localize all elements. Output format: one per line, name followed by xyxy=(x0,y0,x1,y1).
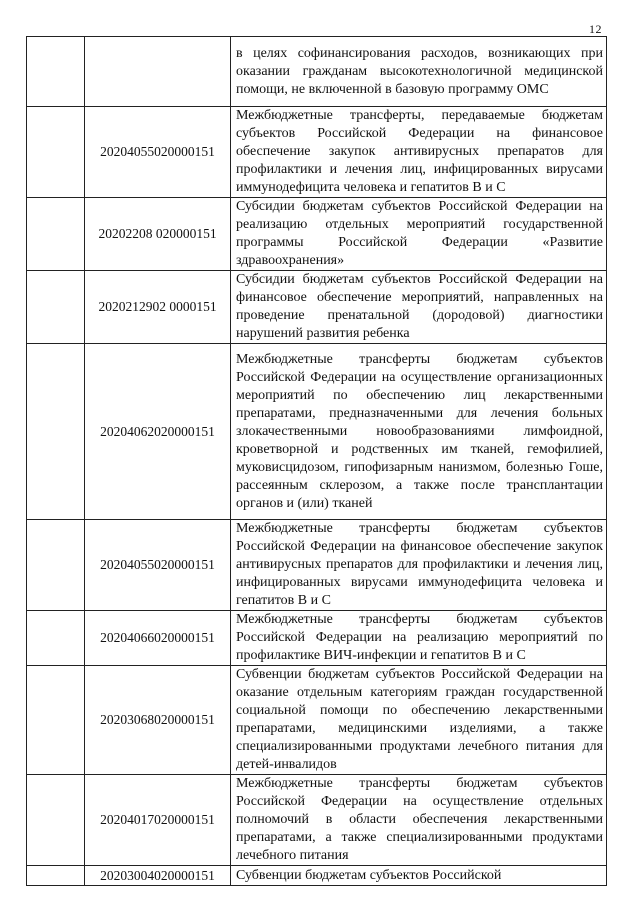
table-row xyxy=(27,520,607,611)
table-row xyxy=(27,198,607,271)
budget-code-cell: 20204066020000151 xyxy=(85,611,231,666)
budget-code-cell: 20202208 020000151 xyxy=(85,198,231,271)
description-cell: Межбюджетные трансферты бюджетам субъектов Российской Федерации на финансовое обеспечение закупок антивирусных препаратов для профилактики и лечения лиц, инфицированных вирусами иммунодефицита человека и гепатитов В и С xyxy=(231,520,607,611)
table-row xyxy=(27,271,607,344)
budget-code-cell: 20203068020000151 xyxy=(85,666,231,775)
description-cell: в целях софинансирования расходов, возникающих при оказании гражданам высокотехнологичной медицинской помощи, не включенной в базовую программу ОМС xyxy=(231,37,607,107)
description-cell: Субвенции бюджетам субъектов Российской xyxy=(231,866,607,886)
empty-cell xyxy=(27,611,85,666)
empty-cell xyxy=(27,866,85,886)
table-row xyxy=(27,611,607,666)
table-row xyxy=(27,344,607,520)
description-cell: Межбюджетные трансферты бюджетам субъектов Российской Федерации на осуществление организационных мероприятий по обеспечению лиц лекарственными препаратами, предназначенными для лечения больных злокачественными новообразованиями лимфоидной, кроветворной и родственных им тканей, гемофилией, муковисцидозом, гипофизарным нанизмом, болезнью Гоше, рассеянным склерозом, а также после трансплантации органов и (или) тканей xyxy=(231,344,607,520)
empty-cell xyxy=(27,666,85,775)
table-row xyxy=(27,666,607,775)
budget-code-cell: 20204055020000151 xyxy=(85,520,231,611)
empty-cell xyxy=(27,520,85,611)
page-number: 12 xyxy=(589,22,602,36)
table-row xyxy=(27,37,607,107)
description-cell: Межбюджетные трансферты бюджетам субъектов Российской Федерации на осуществление отдельных полномочий в области обеспечения лекарственными препаратами, а также специализированными продуктами лечебного питания xyxy=(231,775,607,866)
budget-code-cell: 20204062020000151 xyxy=(85,344,231,520)
empty-cell xyxy=(27,107,85,198)
budget-codes-table xyxy=(26,36,607,886)
description-cell: Межбюджетные трансферты, передаваемые бюджетам субъектов Российской Федерации на финансовое обеспечение закупок антивирусных препаратов для профилактики и лечения лиц, инфицированных вирусами иммунодефицита человека и гепатитов В и С xyxy=(231,107,607,198)
table-row xyxy=(27,107,607,198)
description-cell: Субсидии бюджетам субъектов Российской Федерации на финансовое обеспечение мероприятий, направленных на проведение пренатальной (дородовой) диагностики нарушений развития ребенка xyxy=(231,271,607,344)
empty-cell xyxy=(27,37,85,107)
budget-code-cell xyxy=(85,37,231,107)
empty-cell xyxy=(27,271,85,344)
budget-code-cell: 20204017020000151 xyxy=(85,775,231,866)
budget-code-cell: 20203004020000151 xyxy=(85,866,231,886)
table-row xyxy=(27,866,607,886)
budget-code-cell: 20204055020000151 xyxy=(85,107,231,198)
empty-cell xyxy=(27,344,85,520)
description-cell: Субвенции бюджетам субъектов Российской Федерации на оказание отдельным категориям граждан государственной социальной помощи по обеспечению лекарственными препаратами, медицинскими изделиями, а также специализированными продуктами лечебного питания для детей-инвалидов xyxy=(231,666,607,775)
empty-cell xyxy=(27,775,85,866)
table-row xyxy=(27,775,607,866)
empty-cell xyxy=(27,198,85,271)
budget-code-cell: 2020212902 0000151 xyxy=(85,271,231,344)
description-cell: Субсидии бюджетам субъектов Российской Федерации на реализацию отдельных мероприятий государственной программы Российской Федерации «Развитие здравоохранения» xyxy=(231,198,607,271)
description-cell: Межбюджетные трансферты бюджетам субъектов Российской Федерации на реализацию мероприятий по профилактике ВИЧ-инфекции и гепатитов В и С xyxy=(231,611,607,666)
